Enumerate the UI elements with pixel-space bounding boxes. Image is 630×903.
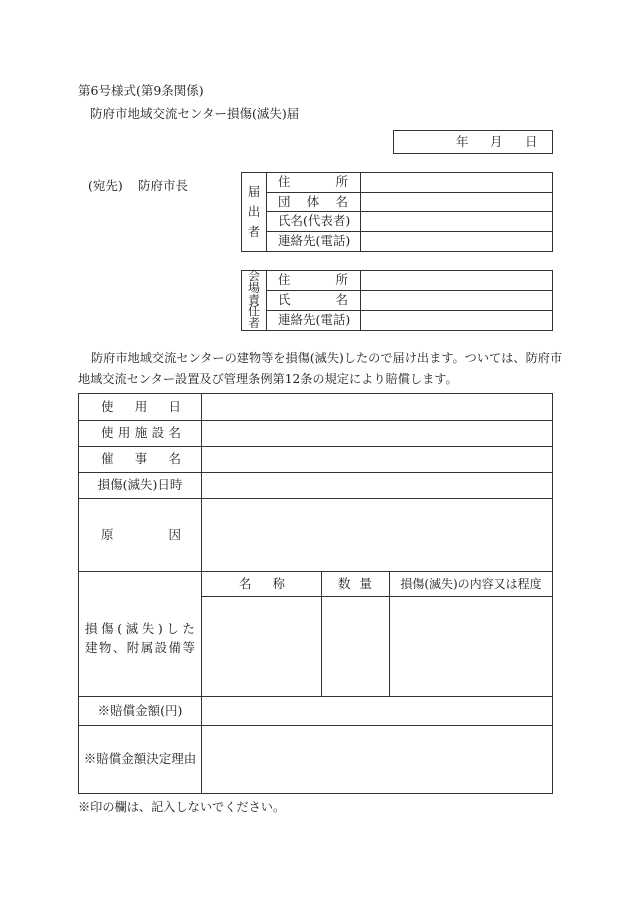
compensation-amount-field[interactable] <box>202 697 552 725</box>
notifier-group-label: 届 出 者 <box>247 184 261 239</box>
notifier-group-name-label: 団 体 名 <box>278 193 348 209</box>
addressee-prefix: (宛先) <box>88 178 123 193</box>
notifier-group-name-field[interactable] <box>361 193 552 211</box>
notifier-address-field[interactable] <box>361 173 552 192</box>
damaged-item-quantity-field[interactable] <box>322 597 389 696</box>
notifier-representative-field[interactable] <box>361 212 552 231</box>
cause-label: 原 因 <box>101 526 181 542</box>
compensation-reason-field[interactable] <box>202 726 552 793</box>
event-name-field[interactable] <box>202 447 552 472</box>
event-name-label: 催 事 名 <box>101 451 181 467</box>
notifier-table <box>241 172 553 252</box>
statement-line-2: 地域交流センター設置及び管理条例第12条の規定により賠償します。 <box>78 372 458 386</box>
usage-date-field[interactable] <box>202 394 552 420</box>
notifier-phone-field[interactable] <box>361 232 552 251</box>
venue-manager-name-field[interactable] <box>361 291 552 310</box>
date-month: 月 <box>490 134 503 149</box>
damaged-item-content-field[interactable] <box>390 597 552 696</box>
footnote: ※印の欄は、記入しないでください。 <box>78 800 286 814</box>
compensation-amount-label: ※賠償金額(円) <box>97 702 183 718</box>
venue-manager-phone-field[interactable] <box>361 311 552 330</box>
damage-datetime-field[interactable] <box>202 473 552 498</box>
addressee-name: 防府市長 <box>138 178 189 193</box>
column-header-name: 名 称 <box>239 575 285 591</box>
damage-datetime-label: 損傷(滅失)日時 <box>97 477 183 493</box>
usage-date-label: 使 用 日 <box>101 398 181 414</box>
venue-manager-name-label: 氏 名 <box>278 292 348 308</box>
cause-field[interactable] <box>202 499 552 571</box>
venue-manager-table <box>241 270 553 331</box>
venue-manager-address-field[interactable] <box>361 271 552 290</box>
venue-manager-group-label: 会 場 責 任 者 <box>247 269 260 330</box>
form-title: 防府市地域交流センター損傷(滅失)届 <box>90 106 300 121</box>
damaged-item-name-field[interactable] <box>202 597 321 696</box>
facility-name-label: 使 用 施 設 名 <box>101 425 181 441</box>
venue-manager-address-label: 住 所 <box>278 272 348 288</box>
notifier-phone-label: 連絡先(電話) <box>278 233 351 249</box>
facility-name-field[interactable] <box>202 421 552 446</box>
date-box[interactable] <box>393 130 553 154</box>
date-year: 年 <box>456 134 469 149</box>
notifier-representative-label: 氏名(代表者) <box>278 213 351 229</box>
form-number: 第6号様式(第9条関係) <box>78 83 204 98</box>
date-day: 日 <box>525 134 538 149</box>
venue-manager-phone-label: 連絡先(電話) <box>278 312 351 328</box>
main-table <box>78 393 553 794</box>
damaged-items-label: 損 傷 ( 滅 失 ) し た 建 物 、 附 属 設 備 等 <box>85 621 195 655</box>
column-header-quantity: 数 量 <box>338 575 372 591</box>
compensation-reason-label: ※賠償金額決定理由 <box>83 751 197 767</box>
statement-line-1: 防府市地域交流センターの建物等を損傷(滅失)したので届け出ます。ついては、防府市 <box>91 351 563 365</box>
column-header-content: 損傷(滅失)の内容又は程度 <box>400 577 542 591</box>
notifier-address-label: 住 所 <box>278 174 348 190</box>
